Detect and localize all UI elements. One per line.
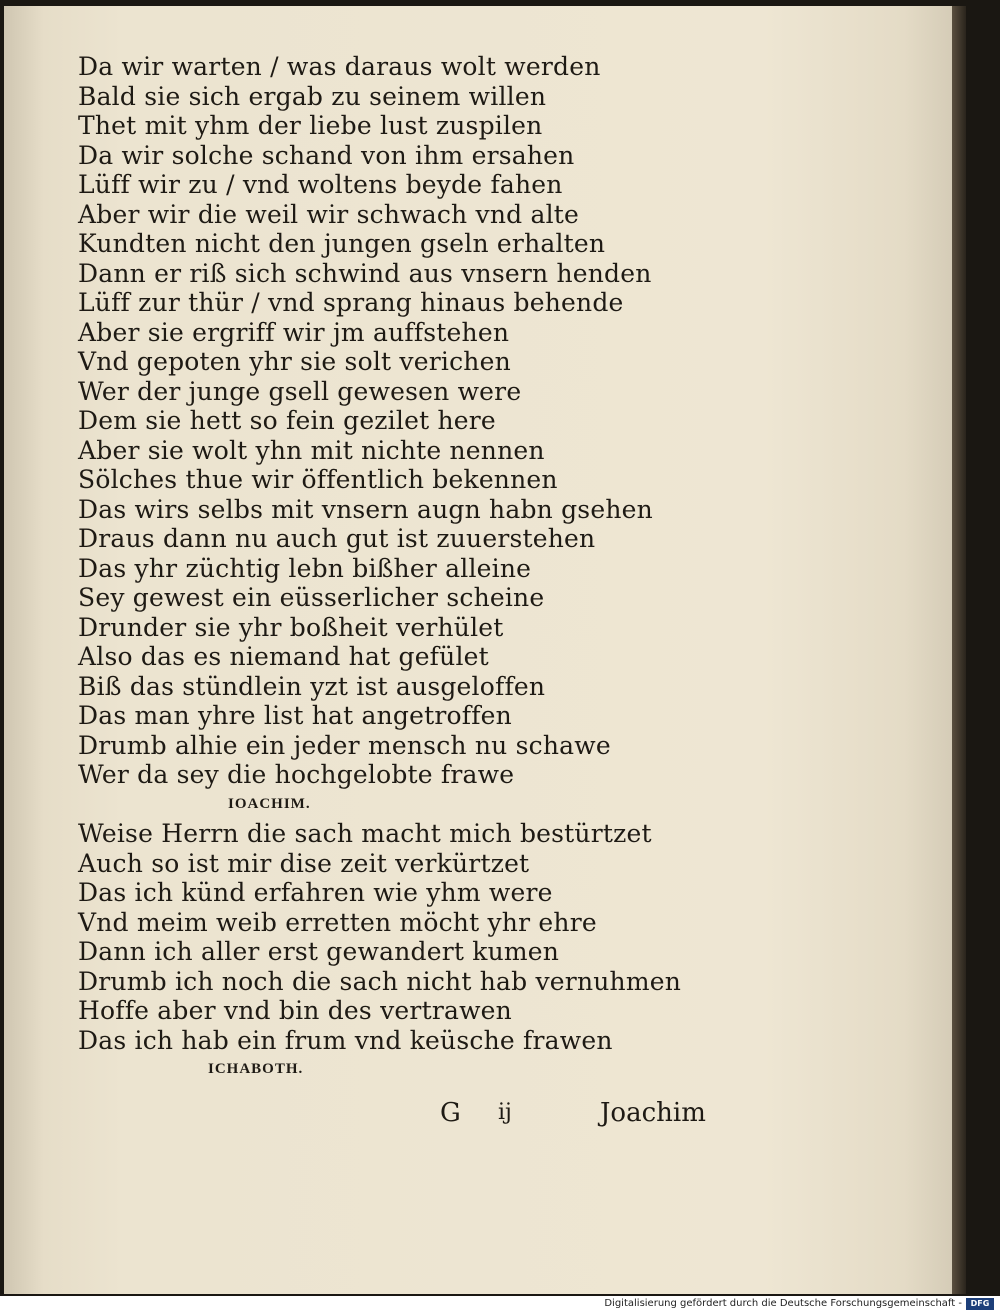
verse-line: Thet mit yhm der liebe lust zuspilen	[78, 111, 543, 140]
signature-mark: G	[440, 1098, 461, 1128]
verse-line: Drunder sie yhr boßheit verhület	[78, 612, 504, 642]
verse-line: Draus dann nu auch gut ist zuuerstehen	[78, 524, 596, 553]
joachim-verse-line: Hoffe aber vnd bin des vertrawen	[78, 996, 512, 1025]
joachim-verse-line: Auch so ist mir dise zeit verkürtzet	[78, 848, 530, 878]
verse-line: Das wirs selbs mit vnsern augn habn gsehen	[78, 494, 653, 524]
verse-line: Lüff zur thür / vnd sprang hinaus behende	[78, 288, 624, 317]
verse-line: Aber sie wolt yhn mit nichte nennen	[78, 435, 545, 465]
page-edge	[952, 6, 966, 1294]
verse-line: Da wir warten / was daraus wolt werden	[78, 52, 601, 81]
verse-line: Das yhr züchtig lebn bißher alleine	[78, 553, 532, 583]
joachim-verse-line: Das ich hab ein frum vnd keüsche frawen	[78, 1025, 613, 1055]
verse-line: Drumb alhie ein jeder mensch nu schawe	[78, 730, 611, 760]
verse-line: Wer da sey die hochgelobte frawe	[78, 760, 515, 789]
verse-text-block	[78, 52, 698, 1085]
verse-line: Sey gewest ein eüsserlicher scheine	[78, 583, 545, 612]
catchword: Joachim	[600, 1098, 706, 1128]
verse-line: Da wir solche schand von ihm ersahen	[78, 140, 575, 170]
dfg-logo-icon: DFG	[966, 1298, 994, 1310]
joachim-verse-line: Das ich künd erfahren wie yhm were	[78, 878, 553, 907]
verse-line: Das man yhre list hat angetroffen	[78, 701, 512, 730]
verse-line: Kundten nicht den jungen gseln erhalten	[78, 229, 606, 258]
verse-line: Dann er riß sich schwind aus vnsern henden	[78, 258, 652, 288]
verse-line: Sölches thue wir öffentlich bekennen	[78, 465, 558, 494]
joachim-verse-line: Weise Herrn die sach macht mich bestürtzet	[78, 819, 652, 848]
joachim-verse-line: Drumb ich noch die sach nicht hab vernuhmen	[78, 966, 682, 996]
speaker-heading-ichaboth: ICHABOTH.	[208, 1061, 304, 1077]
speaker-heading-joachim: IOACHIM.	[228, 795, 311, 812]
verse-line: Biß das stündlein yzt ist ausgeloffen	[78, 671, 546, 701]
verse-line: Also das es niemand hat gefület	[78, 642, 489, 671]
verse-line: Dem sie hett so fein gezilet here	[78, 406, 496, 435]
verse-line: Aber sie ergriff wir jm auffstehen	[78, 317, 510, 347]
joachim-verse-line: Dann ich aller erst gewandert kumen	[78, 937, 560, 966]
verse-line: Aber wir die weil wir schwach vnd alte	[78, 199, 580, 229]
verse-line: Vnd gepoten yhr sie solt verichen	[78, 347, 511, 376]
verse-line: Wer der junge gsell gewesen were	[78, 376, 522, 406]
footer-credit: Digitalisierung gefördert durch die Deutsche Forschungsgemeinschaft -	[604, 1298, 962, 1309]
verse-line: Bald sie sich ergab zu seinem willen	[78, 81, 547, 111]
verse-line: Lüff wir zu / vnd woltens beyde fahen	[78, 170, 563, 199]
joachim-verse-line: Vnd meim weib erretten möcht yhr ehre	[78, 907, 597, 937]
signature-sheet-number: ij	[498, 1100, 512, 1125]
signature-line	[440, 1098, 740, 1132]
